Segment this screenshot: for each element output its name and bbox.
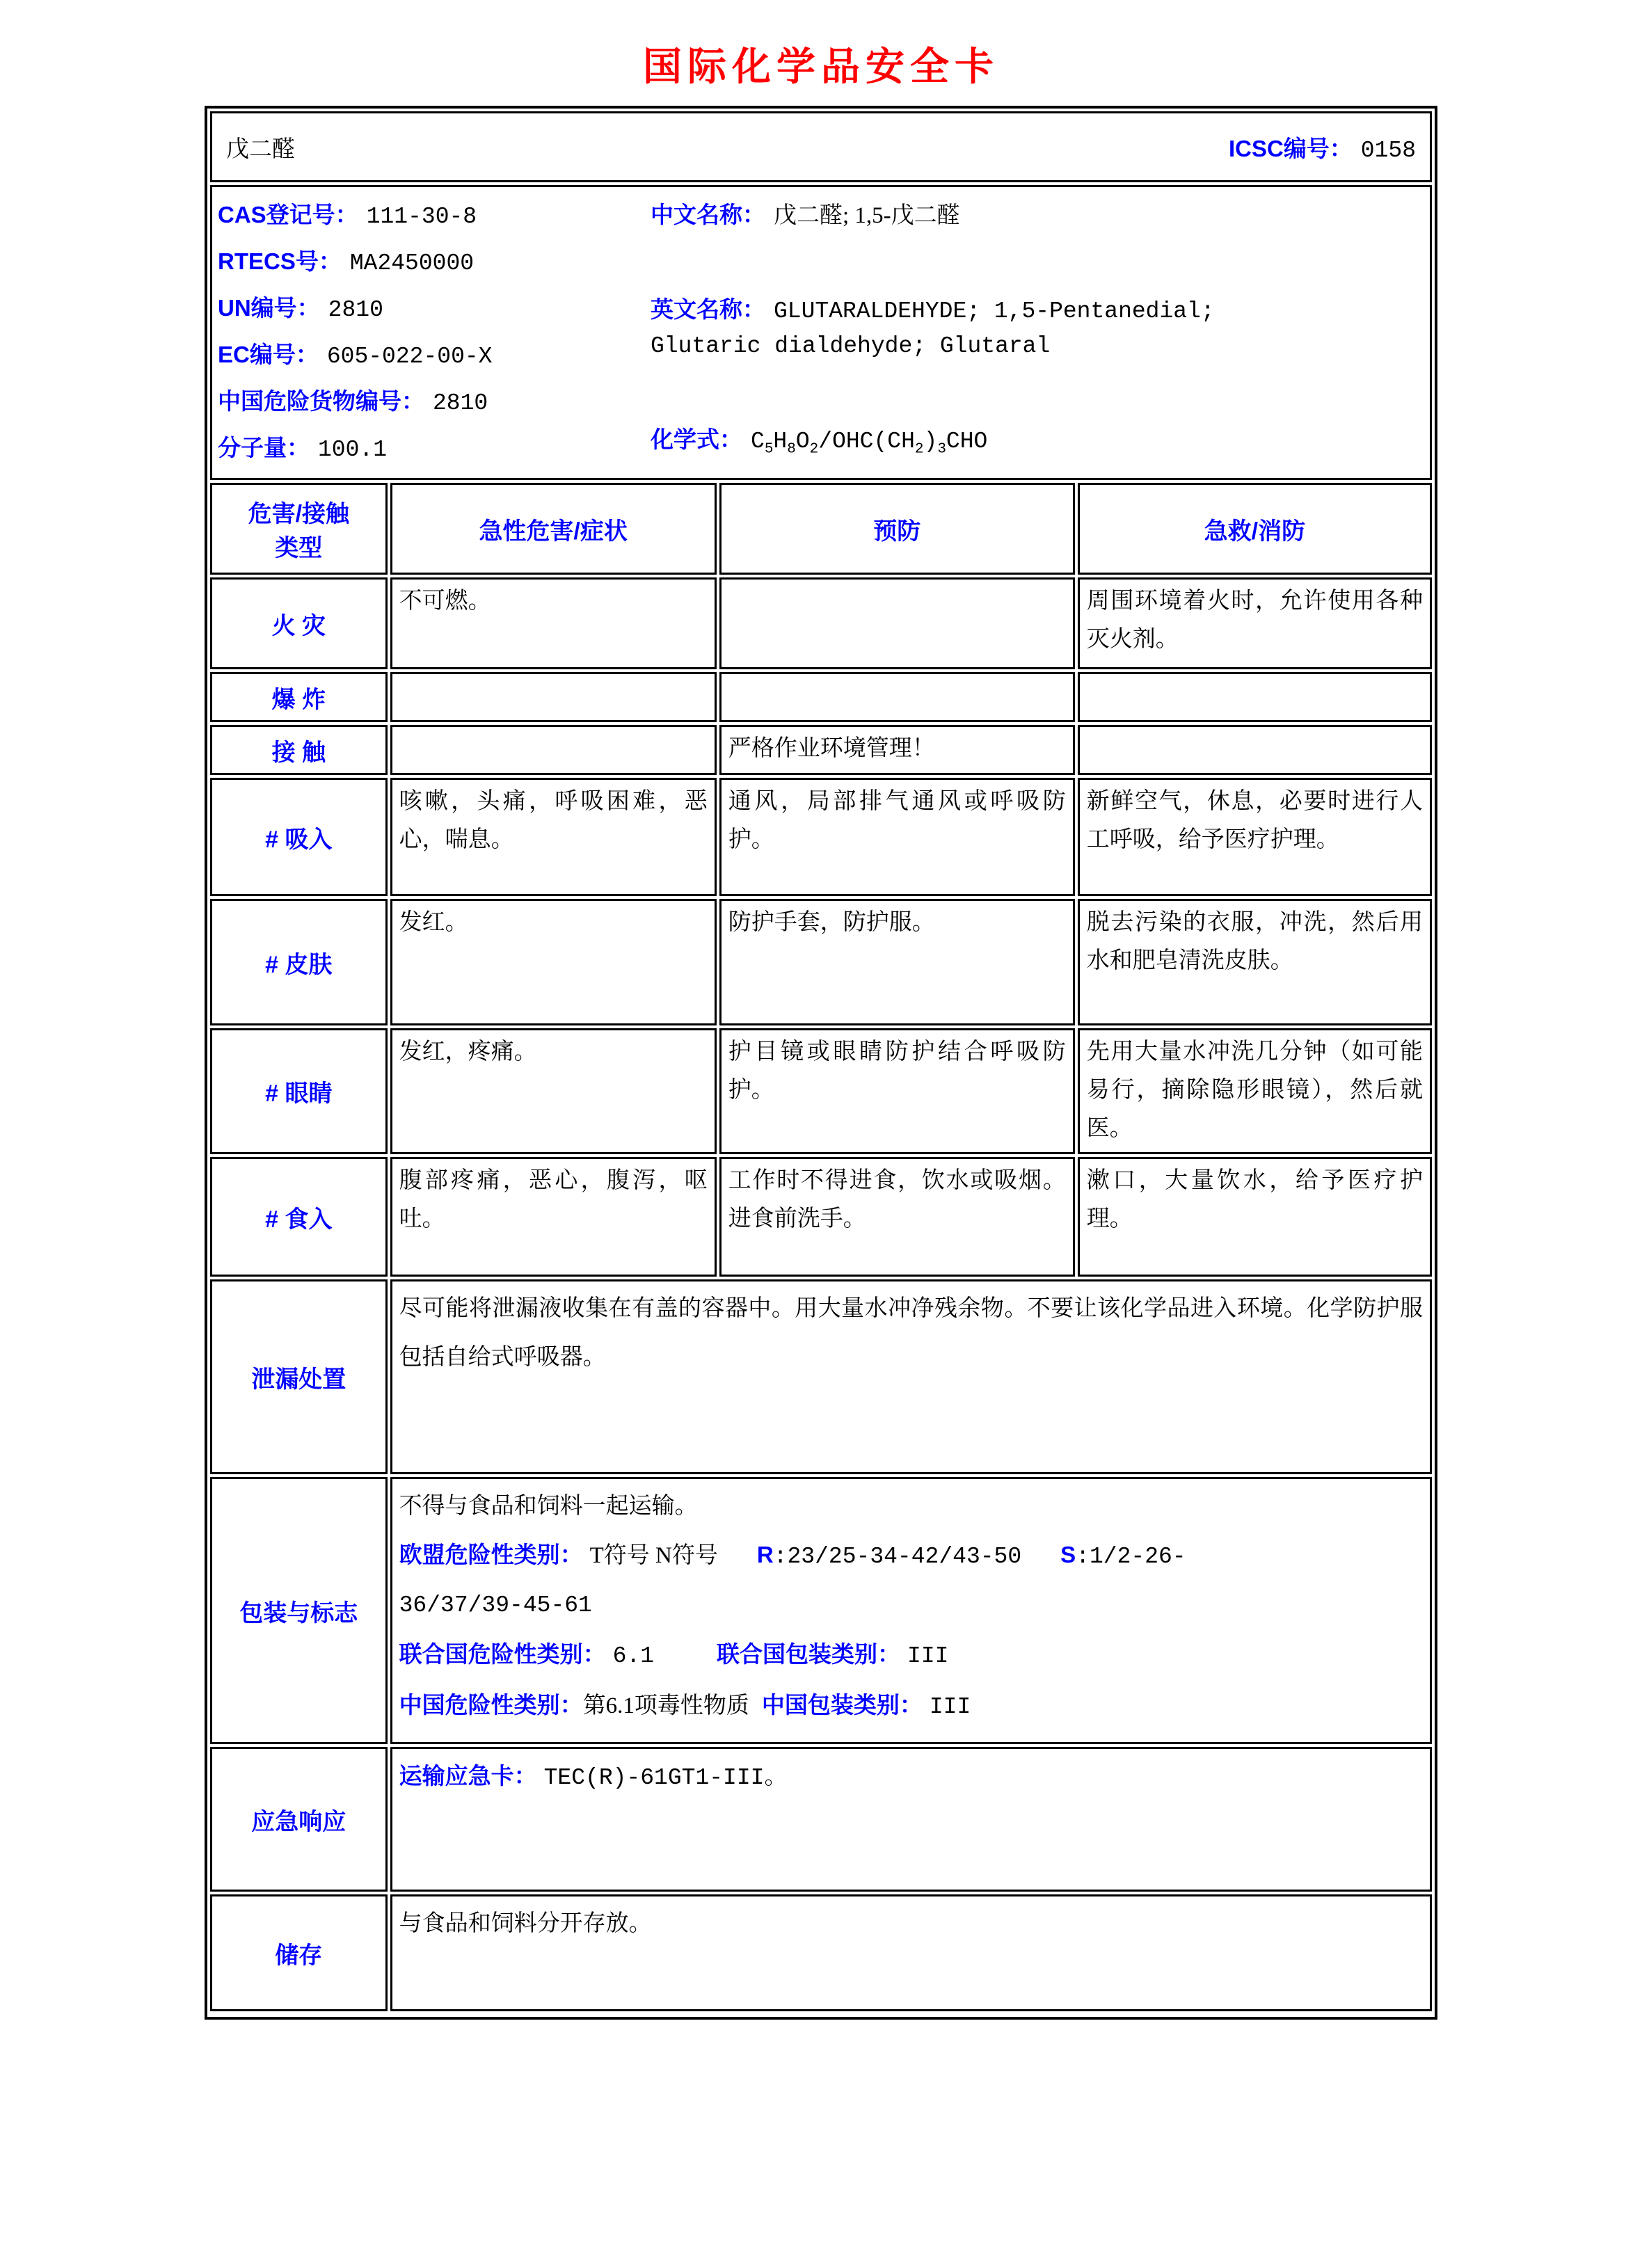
english-name-value-line2: Glutaric dialdehyde; Glutaral xyxy=(651,333,1051,359)
inhalation-label: # 吸入 xyxy=(210,778,388,896)
cn-pack-group-label: 中国包装类别： xyxy=(761,1692,923,1718)
row-exposure xyxy=(210,725,1432,775)
fire-firstaid: 周围环境着火时，允许使用各种灭火剂。 xyxy=(1078,577,1432,669)
header-hazard-type: 危害/接触 类型 xyxy=(210,483,388,575)
rtecs-number-label: RTECS号： xyxy=(218,248,342,274)
header-first-aid: 急救/消防 xyxy=(1078,483,1432,575)
china-dg-number-label: 中国危险货物编号： xyxy=(218,388,424,414)
spillage-label: 泄漏处置 xyxy=(210,1279,388,1474)
chinese-name-label: 中文名称： xyxy=(651,202,765,227)
exposure-label: 接 触 xyxy=(210,725,388,775)
inhalation-firstaid: 新鲜空气，休息，必要时进行人工呼吸，给予医疗护理。 xyxy=(1078,778,1432,896)
rtecs-number-row xyxy=(218,239,651,286)
ingestion-label: # 食入 xyxy=(210,1157,388,1277)
packaging-un-class-line xyxy=(399,1630,1423,1681)
cas-number-value: 111-30-8 xyxy=(366,204,477,230)
exposure-symptoms xyxy=(390,725,717,775)
icsc-card xyxy=(205,106,1437,2020)
un-number-row xyxy=(218,286,651,333)
tec-card-label: 运输应急卡： xyxy=(399,1763,537,1789)
un-pack-group-label: 联合国包装类别： xyxy=(717,1641,901,1667)
eu-class-label: 欧盟危险性类别： xyxy=(399,1542,583,1567)
un-pack-group-value: III xyxy=(907,1643,949,1669)
cn-class-label: 中国危险性类别： xyxy=(399,1692,583,1718)
row-fire xyxy=(210,577,1432,669)
header-acute-hazards: 急性危害/症状 xyxy=(390,483,717,575)
substance-header-row xyxy=(210,111,1432,182)
names-and-formula xyxy=(651,193,1430,472)
emergency-response-content xyxy=(390,1747,1432,1892)
cas-number-label: CAS登记号： xyxy=(218,202,358,227)
icsc-number-label: ICSC编号： xyxy=(1228,135,1353,161)
fire-label: 火 灾 xyxy=(210,577,388,669)
molecular-weight-label: 分子量： xyxy=(218,435,310,461)
ec-number-label: EC编号： xyxy=(218,342,319,367)
emergency-response-label: 应急响应 xyxy=(210,1747,388,1892)
china-dg-number-value: 2810 xyxy=(433,390,488,416)
s-phrases-continuation: 36/37/39-45-61 xyxy=(399,1592,592,1618)
molecular-weight-value: 100.1 xyxy=(318,437,388,463)
ec-number-row xyxy=(218,333,651,379)
english-name-label: 英文名称： xyxy=(651,296,765,322)
packaging-eu-class-line xyxy=(399,1531,1423,1581)
chemical-formula-row xyxy=(651,417,1421,472)
skin-firstaid: 脱去污染的衣服，冲洗，然后用水和肥皂清洗皮肤。 xyxy=(1078,899,1432,1025)
storage-label: 储存 xyxy=(210,1894,388,2011)
skin-prevention: 防护手套，防护服。 xyxy=(719,899,1075,1025)
row-spillage xyxy=(210,1279,1432,1474)
packaging-transport-note: 不得与食品和饲料一起运输。 xyxy=(399,1494,698,1519)
cas-number-row xyxy=(218,193,651,239)
icsc-document-page xyxy=(0,36,1642,2268)
fire-prevention xyxy=(719,577,1075,669)
storage-text: 与食品和饲料分开存放。 xyxy=(390,1894,1432,2011)
icsc-number-value: 0158 xyxy=(1360,137,1416,163)
packaging-label: 包装与标志 xyxy=(210,1477,388,1744)
eyes-prevention: 护目镜或眼睛防护结合呼吸防护。 xyxy=(719,1028,1075,1154)
explosion-firstaid xyxy=(1078,672,1432,722)
un-class-label: 联合国危险性类别： xyxy=(399,1641,606,1667)
row-explosion xyxy=(210,672,1432,722)
un-number-label: UN编号： xyxy=(218,295,320,321)
chemical-formula: $C_5H_8O_2/OHC(CH_2)_3CHO$ xyxy=(751,429,988,458)
english-name-row xyxy=(651,292,1421,364)
page-title: 国际化学品安全卡 xyxy=(643,46,999,89)
explosion-label: 爆 炸 xyxy=(210,672,388,722)
chinese-name-row xyxy=(651,193,1421,238)
header-prevention: 预防 xyxy=(719,483,1075,575)
substance-name: 戊二醛 xyxy=(226,136,295,162)
eu-class-value: T符号 N符号 xyxy=(589,1543,718,1568)
identifier-list xyxy=(212,193,651,472)
molecular-weight-row xyxy=(218,426,651,472)
eyes-label: # 眼睛 xyxy=(210,1028,388,1154)
skin-label: # 皮肤 xyxy=(210,899,388,1025)
eyes-firstaid: 先用大量水冲洗几分钟（如可能易行，摘除隐形眼镜），然后就医。 xyxy=(1078,1028,1432,1154)
icsc-number xyxy=(1229,131,1416,163)
skin-symptoms: 发红。 xyxy=(390,899,717,1025)
rtecs-number-value: MA2450000 xyxy=(349,250,475,276)
un-class-value: 6.1 xyxy=(612,1643,655,1669)
hazard-table xyxy=(207,480,1435,2014)
explosion-symptoms xyxy=(390,672,717,722)
row-eyes xyxy=(210,1028,1432,1154)
china-dg-number-row xyxy=(218,379,651,426)
identifiers-section xyxy=(210,185,1432,480)
r-phrases-label: R xyxy=(756,1542,774,1567)
hazard-table-header-row xyxy=(210,483,1432,575)
row-ingestion xyxy=(210,1157,1432,1277)
inhalation-prevention: 通风，局部排气通风或呼吸防护。 xyxy=(719,778,1075,896)
row-inhalation xyxy=(210,778,1432,896)
spillage-text: 尽可能将泄漏液收集在有盖的容器中。用大量水冲净残余物。不要让该化学品进入环境。化学防护服包括自给式呼吸器。 xyxy=(390,1279,1432,1474)
row-skin xyxy=(210,899,1432,1025)
explosion-prevention xyxy=(719,672,1075,722)
row-storage xyxy=(210,1894,1432,2011)
ingestion-firstaid: 漱口，大量饮水，给予医疗护理。 xyxy=(1078,1157,1432,1277)
eyes-symptoms: 发红，疼痛。 xyxy=(390,1028,717,1154)
r-phrases-value: :23/25-34-42/43-50 xyxy=(773,1544,1022,1570)
tec-card-value: TEC(R)-61GT1-III。 xyxy=(543,1765,788,1791)
cn-pack-group-value: III xyxy=(929,1694,971,1720)
chinese-name-value: 戊二醛; 1,5-戊二醛 xyxy=(774,203,960,228)
row-packaging xyxy=(210,1477,1432,1744)
packaging-content xyxy=(390,1477,1432,1744)
chemical-formula-label: 化学式： xyxy=(651,426,742,453)
ingestion-prevention: 工作时不得进食，饮水或吸烟。进食前洗手。 xyxy=(719,1157,1075,1277)
un-number-value: 2810 xyxy=(328,297,383,323)
s-phrases-value: :1/2-26- xyxy=(1076,1544,1186,1570)
fire-symptoms: 不可燃。 xyxy=(390,577,717,669)
inhalation-symptoms: 咳嗽，头痛，呼吸困难，恶心，喘息。 xyxy=(390,778,717,896)
ingestion-symptoms: 腹部疼痛，恶心，腹泻，呕吐。 xyxy=(390,1157,717,1277)
row-emergency-response xyxy=(210,1747,1432,1892)
s-phrases-label: S xyxy=(1060,1542,1076,1567)
cn-class-value: 第6.1项毒性物质 xyxy=(582,1693,749,1718)
ec-number-value: 605-022-00-X xyxy=(326,344,493,369)
packaging-cn-class-line xyxy=(399,1681,1423,1732)
exposure-firstaid xyxy=(1078,725,1432,775)
exposure-prevention: 严格作业环境管理！ xyxy=(719,725,1075,775)
english-name-value-line1: GLUTARALDEHYDE; 1,5-Pentanedial; xyxy=(774,298,1215,324)
